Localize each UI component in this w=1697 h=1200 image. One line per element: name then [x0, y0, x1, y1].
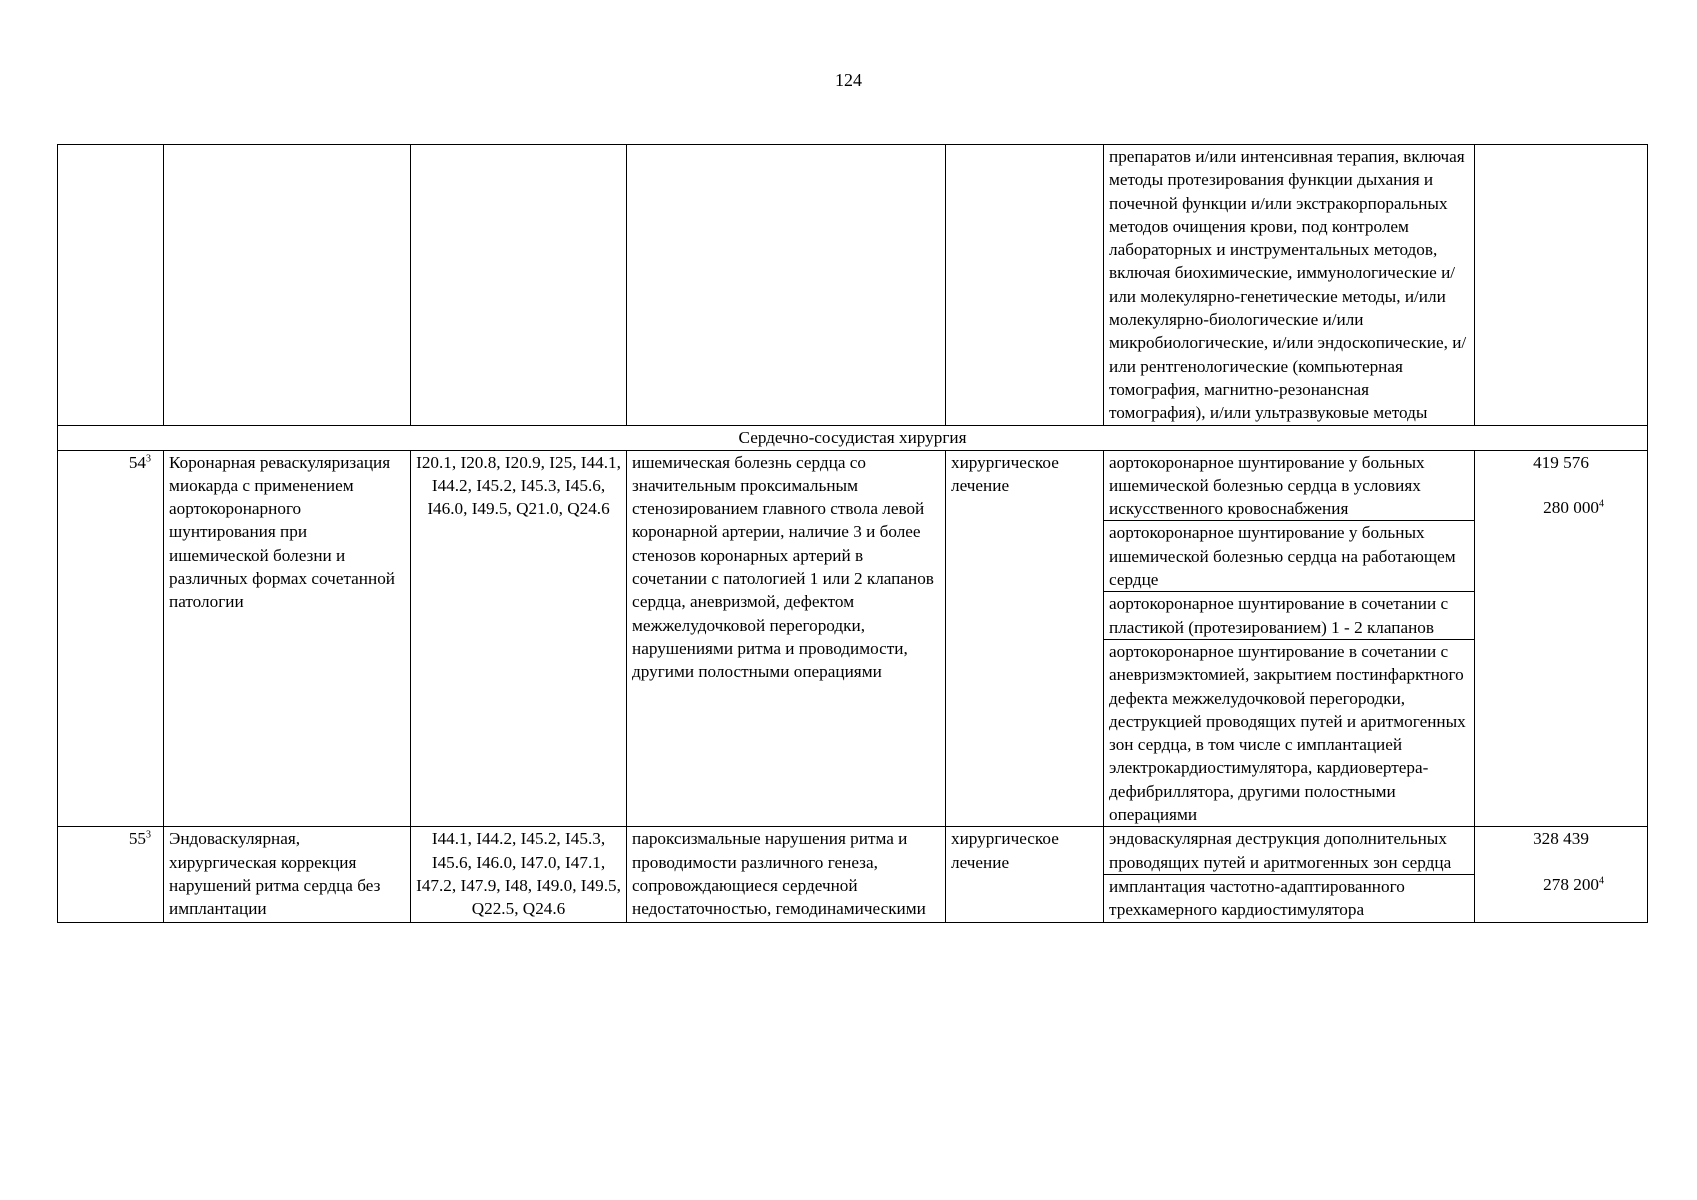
care-table	[57, 144, 1648, 923]
cost-value: 328 439	[1533, 829, 1589, 849]
treatment-type: хирургическое лечение	[946, 827, 1104, 922]
cost-value-alt: 278 $200^4$	[1543, 874, 1604, 894]
icd-codes: I44.1, I44.2, I45.2, I45.3, I45.6, I46.0, I47.0, I47.1, I47.2, I47.9, I48, I49.0, I49.5, Q22.5, Q24.6	[411, 827, 627, 922]
treatment-method: аортокоронарное шунтирование в сочетании с аневризмэктомией, закрытием постинфарктного дефекта межжелудочковой перегородки, деструкцией проводящих путей и аритмогенных зон сердца, в том числе с имплантацией электрокардиостимулятора, кардиовертера-дефибриллятора, другими полостными операциями	[1104, 639, 1475, 826]
section-title: Сердечно-сосудистая хирургия	[58, 425, 1648, 450]
empty-cell	[58, 145, 164, 426]
treatment-method: аортокоронарное шунтирование у больных ишемической болезнью сердца на работающем сердце	[1104, 521, 1475, 592]
care-type-name: Коронарная реваскуляризация миокарда с применением аортокоронарного шунтирования при ишемической болезни и различных формах сочетанной патологии	[164, 450, 411, 827]
icd-codes: I20.1, I20.8, I20.9, I25, I44.1, I44.2, I45.2, I45.3, I45.6, I46.0, I49.5, Q21.0, Q24.6	[411, 450, 627, 827]
care-type-name: Эндоваскулярная, хирургическая коррекция нарушений ритма сердца без имплантации	[164, 827, 411, 922]
empty-cell	[411, 145, 627, 426]
continuation-row	[58, 145, 1648, 426]
treatment-method: аортокоронарное шунтирование в сочетании с пластикой (протезированием) 1 - 2 клапанов	[1104, 592, 1475, 640]
empty-cell	[946, 145, 1104, 426]
cost-value-alt: 280 $000^4$	[1543, 497, 1604, 517]
patient-model: пароксизмальные нарушения ритма и проводимости различного генеза, сопровождающиеся сердечной недостаточностью, гемодинамическими	[627, 827, 946, 922]
table-row	[58, 450, 1648, 521]
table-row	[58, 827, 1648, 875]
method-cell: препаратов и/или интенсивная терапия, включая методы протезирования функции дыхания и почечной функции и/или экстракорпоральных методов очищения крови, под контролем лабораторных и инструментальных методов, включая биохимические, иммунологические и/или молекулярно-генетические методы, и/или молекулярно-биологические и/или микробиологические, и/или эндоскопические, и/или рентгенологические (компьютерная томография, магнитно-резонансная томография), и/или ультразвуковые методы	[1104, 145, 1475, 426]
row-number: $54^3$	[58, 450, 164, 827]
empty-cell	[1475, 145, 1648, 426]
cost-cell	[1475, 827, 1648, 922]
empty-cell	[164, 145, 411, 426]
cost-value: 419 576	[1533, 452, 1589, 472]
treatment-method: аортокоронарное шунтирование у больных ишемической болезнью сердца в условиях искусственного кровоснабжения	[1104, 450, 1475, 521]
section-header-row	[58, 425, 1648, 450]
patient-model: ишемическая болезнь сердца со значительным проксимальным стенозированием главного ствола левой коронарной артерии, наличие 3 и более стенозов коронарных артерий в сочетании с патологией 1 или 2 клапанов сердца, аневризмой, дефектом межжелудочковой перегородки, нарушениями ритма и проводимости, другими полостными операциями	[627, 450, 946, 827]
treatment-type: хирургическое лечение	[946, 450, 1104, 827]
treatment-method: имплантация частотно-адаптированного трехкамерного кардиостимулятора	[1104, 874, 1475, 922]
treatment-method: эндоваскулярная деструкция дополнительных проводящих путей и аритмогенных зон сердца	[1104, 827, 1475, 875]
page-number: 124	[835, 70, 862, 90]
row-number: $55^3$	[58, 827, 164, 922]
empty-cell	[627, 145, 946, 426]
cost-cell	[1475, 450, 1648, 827]
